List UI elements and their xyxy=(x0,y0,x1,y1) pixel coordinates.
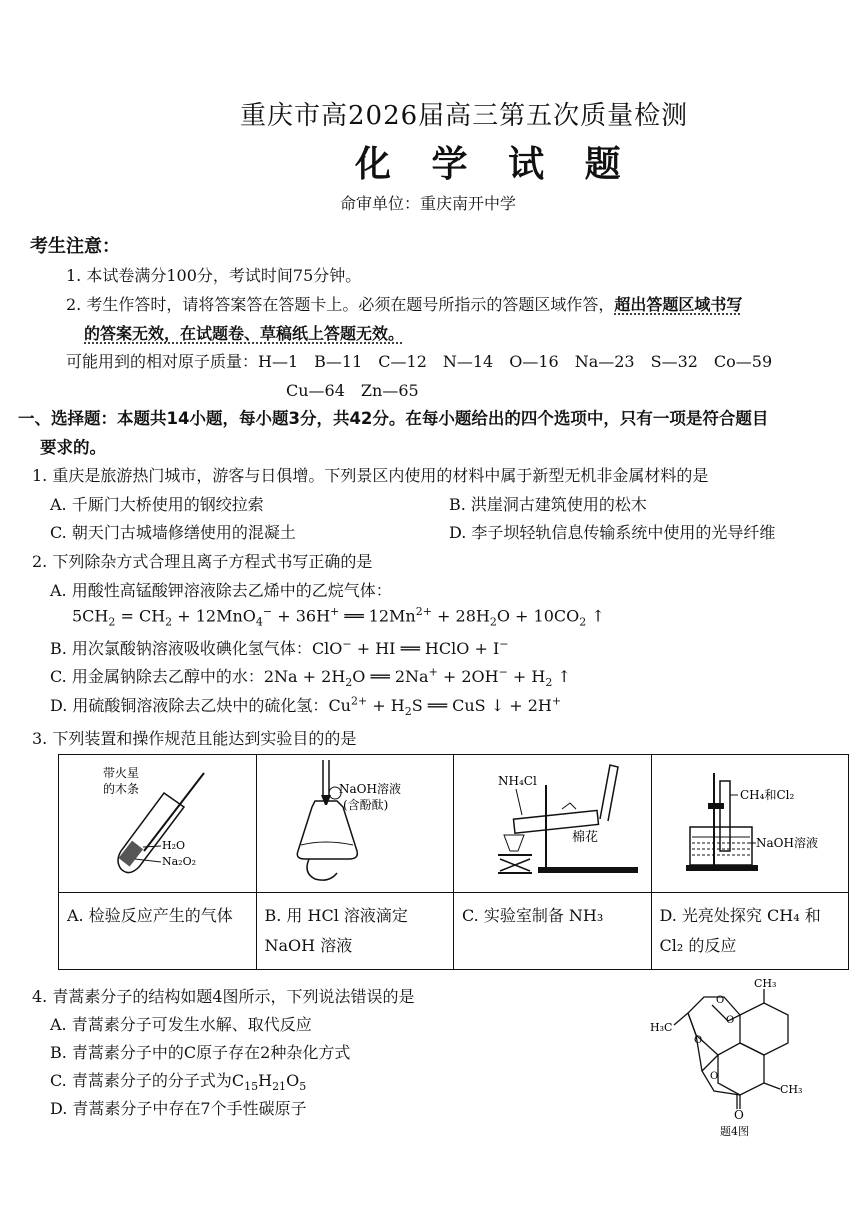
fig-c-label-2: 棉花 xyxy=(572,830,599,845)
fig-c-label-1: NH₄Cl xyxy=(498,774,537,788)
q1-stem: 1. 重庆是旅游热门城市，游客与日俱增。下列景区内使用的材料中属于新型无机非金属材料的是 xyxy=(32,466,709,485)
q3-figure-a xyxy=(59,755,257,893)
atomic-masses-line-1: H—1 B—11 C—12 N—14 O—16 Na—23 S—32 Co—59 xyxy=(258,352,773,371)
subject-title: 化 学 试 题 xyxy=(355,144,635,185)
q2-option-a: A. 用酸性高锰酸钾溶液除去乙烯中的乙烷气体： xyxy=(50,581,392,600)
notice-item-2-a: 2. 考生作答时，请将答案答在答题卡上。必须在题号所指示的答题区域作答， xyxy=(66,295,615,314)
fig-a-label-1: 带火星 xyxy=(103,766,140,780)
q3-option-c: C. 实验室制备 NH₃ xyxy=(454,893,652,970)
titration-figure xyxy=(257,755,453,888)
notice-item-2 xyxy=(66,292,742,315)
q2-option-d: D. 用硫酸铜溶液除去乙炔中的硫化氢：$Cu^{2+} + H_2S$ ══ CuS ↓ + 2H+ xyxy=(50,694,562,719)
test-tube-splint-figure xyxy=(59,755,255,888)
q4-option-b: B. 青蒿素分子中的C原子存在2种杂化方式 xyxy=(50,1043,351,1062)
q3-figure-b xyxy=(256,755,454,893)
fig-a-label-2: 的木条 xyxy=(103,782,140,796)
q2-option-c-label: C. 用金属钠除去乙醇中的水： xyxy=(50,667,264,686)
q2-option-b: B. 用次氯酸钠溶液吸收碘化氢气体：ClO− + HI ══ HClO + I− xyxy=(50,637,509,658)
notice-item-2-b: 超出答题区域书写 xyxy=(614,295,743,314)
exam-title: 重庆市高2026届高三第五次质量检测 xyxy=(240,101,689,131)
q1-option-b: B. 洪崖洞古建筑使用的松木 xyxy=(449,495,647,514)
q3-apparatus-table xyxy=(58,754,849,970)
svg-text:O: O xyxy=(716,995,725,1006)
q3-option-b: B. 用 HCl 溶液滴定 NaOH 溶液 xyxy=(256,893,454,970)
q3-figure-c xyxy=(454,755,652,893)
q4-option-d: D. 青蒿素分子中存在7个手性碳原子 xyxy=(50,1099,307,1118)
q4-option-c-label: C. 青蒿素分子的分子式为 xyxy=(50,1071,232,1090)
svg-text:O: O xyxy=(710,1071,719,1082)
svg-text:H₃C: H₃C xyxy=(650,1021,673,1034)
section-heading-2: 要求的。 xyxy=(40,438,106,457)
q3-figure-d xyxy=(651,755,849,893)
fig-d-label-1: CH₄和Cl₂ xyxy=(739,788,794,802)
svg-text:Na₂O₂: Na₂O₂ xyxy=(162,855,197,868)
atomic-masses xyxy=(66,349,772,372)
methane-chlorine-figure xyxy=(652,755,848,888)
q2-option-d-label: D. 用硫酸铜溶液除去乙炔中的硫化氢： xyxy=(50,696,329,715)
q3-stem: 3. 下列装置和操作规范且能达到实验目的的是 xyxy=(32,729,357,748)
q4-figure-caption: 题4图 xyxy=(720,1125,749,1138)
q2-option-c: C. 用金属钠除去乙醇中的水：$2Na + 2H_2O$ ══ $2Na^+ + 2OH^- + H_2$ ↑ xyxy=(50,665,571,690)
setter-unit: 命审单位：重庆南开中学 xyxy=(340,194,517,213)
atomic-masses-label: 可能用到的相对原子质量： xyxy=(66,352,259,371)
svg-text:O: O xyxy=(734,1108,744,1122)
fig-b-label-1: NaOH溶液 xyxy=(338,782,401,796)
svg-text:CH₃: CH₃ xyxy=(754,977,777,990)
q2-stem: 2. 下列除杂方式合理且离子方程式书写正确的是 xyxy=(32,552,373,571)
q1-option-d: D. 李子坝轻轨信息传输系统中使用的光导纤维 xyxy=(449,523,776,542)
fig-b-label-2: (含酚酞) xyxy=(342,798,388,812)
q4-option-a: A. 青蒿素分子可发生水解、取代反应 xyxy=(50,1015,312,1034)
q4-option-c: C. 青蒿素分子的分子式为$C_{15}H_{21}O_5$ xyxy=(50,1071,307,1094)
fig-d-label-2: NaOH溶液 xyxy=(755,836,818,850)
q3-option-a: A. 检验反应产生的气体 xyxy=(59,893,257,970)
q1-option-c: C. 朝天门古城墙修缮使用的混凝土 xyxy=(50,523,296,542)
q4-stem: 4. 青蒿素分子的结构如题4图所示，下列说法错误的是 xyxy=(32,987,415,1006)
ammonia-prep-figure xyxy=(454,755,650,888)
notice-item-1: 1. 本试卷满分100分，考试时间75分钟。 xyxy=(66,266,362,285)
atomic-masses-line-2: Cu—64 Zn—65 xyxy=(286,381,419,400)
notice-heading: 考生注意： xyxy=(30,236,120,257)
svg-text:H₂O: H₂O xyxy=(162,839,186,852)
q3-option-d: D. 光亮处探究 CH₄ 和 Cl₂ 的反应 xyxy=(651,893,849,970)
q1-option-a: A. 千厮门大桥使用的钢绞拉索 xyxy=(50,495,264,514)
artemisinin-structure-figure xyxy=(640,975,820,1140)
svg-text:O: O xyxy=(694,1035,703,1046)
svg-text:CH₃: CH₃ xyxy=(780,1083,803,1096)
svg-text:O: O xyxy=(726,1015,735,1026)
q2-option-a-equation: $5CH_2 = CH_2 + 12MnO_4^- + 36H^+$ ══ $12Mn^{2+} + 28H_2O + 10CO_2$ ↑ xyxy=(72,605,605,629)
section-heading: 一、选择题：本题共14小题，每小题3分，共42分。在每小题给出的四个选项中，只有一项是符合题目 xyxy=(18,409,769,428)
q2-option-b-label: B. 用次氯酸钠溶液吸收碘化氢气体： xyxy=(50,639,312,658)
notice-item-2-c: 的答案无效，在试题卷、草稿纸上答题无效。 xyxy=(84,324,405,343)
